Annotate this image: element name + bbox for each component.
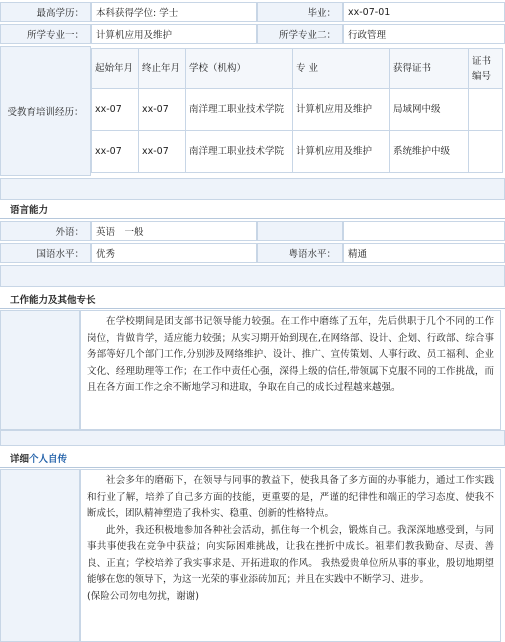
graduation-value: xx-07-01 [343, 2, 505, 22]
major-two-label: 所学专业二： [257, 24, 343, 44]
spacer [0, 430, 505, 446]
col-end: 终止年月 [139, 49, 186, 89]
col-major: 专 业 [293, 49, 390, 89]
col-school: 学校（机构） [186, 49, 293, 89]
foreign-row [0, 221, 505, 241]
cell-school: 南洋理工职业技术学院 [186, 89, 293, 131]
skills-title: 工作能力及其他专长 [0, 290, 505, 309]
dialect-row [0, 243, 505, 263]
degree-value: 本科获得学位: 学士 [91, 2, 257, 22]
spacer [0, 178, 505, 200]
cell-start: xx-07 [92, 89, 139, 131]
foreign-value: 英语 一般 [91, 221, 257, 241]
empty-cell [257, 221, 343, 241]
self-eval-para-3: (保险公司勿电勿扰，谢谢) [87, 590, 199, 602]
cell-start: xx-07 [92, 131, 139, 173]
language-title: 语言能力 [0, 200, 505, 219]
table-row [92, 131, 503, 173]
cantonese-label: 粤语水平： [257, 243, 343, 263]
cell-major: 计算机应用及维护 [293, 131, 390, 173]
cell-certificate: 局域网中级 [390, 89, 469, 131]
cell-cert-number [469, 89, 503, 131]
self-eval-title-highlight: 个人自传 [29, 454, 68, 465]
cantonese-value: 精通 [343, 243, 505, 263]
col-certificate: 获得证书 [390, 49, 469, 89]
major-two-value: 行政管理 [343, 24, 505, 44]
major-one-value: 计算机应用及维护 [91, 24, 257, 44]
degree-row [0, 2, 505, 22]
self-eval-title-prefix: 详细 [10, 454, 30, 465]
cell-major: 计算机应用及维护 [293, 89, 390, 131]
spacer [0, 265, 505, 287]
self-eval-text-block [80, 469, 501, 642]
self-eval-title [0, 449, 505, 468]
cell-certificate: 系统维护中级 [390, 131, 469, 173]
foreign-label: 外语： [0, 221, 91, 241]
cell-cert-number [469, 131, 503, 173]
cell-end: xx-07 [139, 89, 186, 131]
col-cert-number: 证书编号 [469, 49, 503, 89]
self-eval-left-pane [0, 469, 80, 642]
skills-text-block [80, 310, 501, 430]
education-label: 受教育培训经历： [0, 46, 91, 176]
self-eval-para-2: 此外，我还积极地参加各种社会活动，抓住每一个机会，锻炼自己。我深深地感受到，与同事共事使我在竞争中获益；向实际困难挑战，让我在挫折中成长。祖辈们教我勤奋、尽责、善良、正直；学校培养了我实事求是、开拓进取的作风。 我热爱贵单位所从事的事业，殷切地期望能够在您的领导下，为这一光荣的事业添砖加瓦；并且在实践中不断学习、进步。 [87, 524, 494, 585]
table-row [92, 89, 503, 131]
graduation-label: 毕业： [257, 2, 343, 22]
cell-end: xx-07 [139, 131, 186, 173]
mandarin-value: 优秀 [91, 243, 257, 263]
major-row [0, 24, 505, 44]
skills-left-pane [0, 310, 80, 430]
mandarin-label: 国语水平： [0, 243, 91, 263]
education-header-row [92, 49, 503, 89]
major-one-label: 所学专业一： [0, 24, 91, 44]
degree-label: 最高学历： [0, 2, 91, 22]
col-start: 起始年月 [92, 49, 139, 89]
education-table [91, 48, 503, 173]
skills-text: 在学校期间是团支部书记领导能力较强。在工作中磨练了五年，先后供职于几个不同的工作岗位，肯做肯学，适应能力较强；从实习期开始到现在,在网络部、设计、企划、行政部、综合事务部等好几个部门工作,分别涉及网络维护、设计、推广、宣传策划、人事行政、员工福利、企业文化、经理助理等工作；在工作中责任心强，深得上级的信任,带领属下克服不同的工作挑战，而且在各方面工作之余不断地学习和进取，争取在自己的成长过程越来越强。 [87, 316, 494, 393]
self-eval-para-1: 社会多年的磨砺下，在领导与同事的教益下，使我具备了多方面的办事能力，通过工作实践和行业了解，培养了自己多方面的技能，更重要的是，严谨的纪律性和端正的学习态度、使我不断成长，团队精神塑造了我朴实、稳重、创新的性格特点。 [87, 475, 494, 519]
empty-cell [343, 221, 505, 241]
cell-school: 南洋理工职业技术学院 [186, 131, 293, 173]
